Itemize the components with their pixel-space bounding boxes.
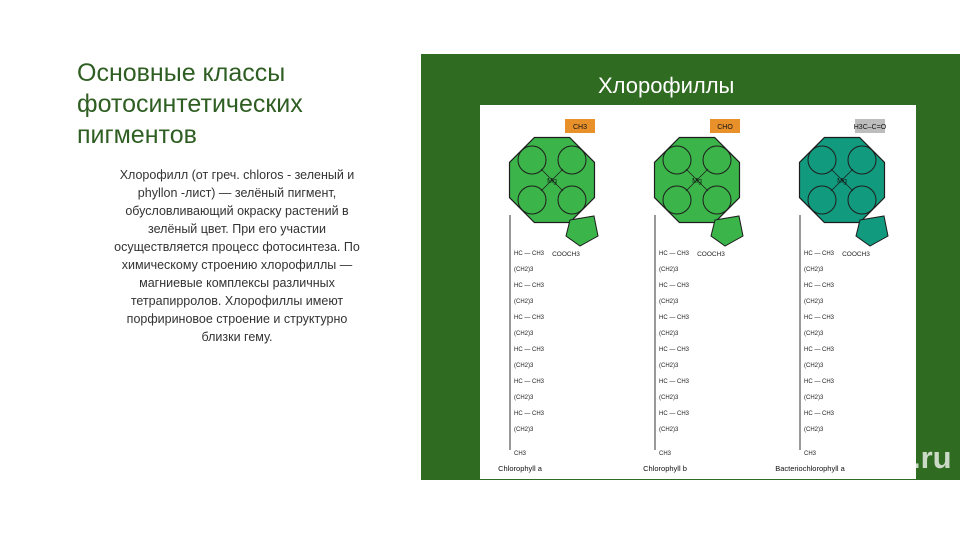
chain-group-label: HC — CH3 [804, 411, 835, 417]
molecule-caption: Chlorophyll a [498, 464, 542, 473]
chain-group-label: (CH2)3 [659, 331, 679, 337]
chain-group-label: HC — CH3 [659, 379, 690, 385]
chain-group-label: HC — CH3 [659, 347, 690, 353]
body-line: Хлорофилл (от греч. chloros - зеленый и [119, 168, 355, 182]
chain-group-label: (CH2)3 [514, 267, 534, 273]
body-line: phyllon -лист) — зелёный пигмент, [137, 186, 337, 200]
chain-group-label: (CH2)3 [804, 331, 824, 337]
ester-group-label: COOCH3 [842, 251, 870, 258]
chain-group-label: HC — CH3 [514, 347, 545, 353]
chain-group-label: (CH2)3 [804, 427, 824, 433]
chain-group-label: HC — CH3 [804, 379, 835, 385]
chain-terminal-label: CH3 [804, 451, 817, 457]
body-line: порфириновое строение и структурно [126, 312, 348, 326]
chain-group-label: HC — CH3 [659, 411, 690, 417]
chain-group-label: HC — CH3 [514, 251, 545, 257]
slide-title: Основные классы фотосинтетических пигментов [77, 59, 303, 149]
chain-group-label: HC — CH3 [659, 251, 690, 257]
chain-group-label: (CH2)3 [514, 363, 534, 369]
chain-group-label: (CH2)3 [659, 299, 679, 305]
chain-group-label: HC — CH3 [804, 315, 835, 321]
chain-group-label: (CH2)3 [659, 363, 679, 369]
body-line: магниевые комплексы различных [139, 276, 335, 290]
chain-group-label: HC — CH3 [514, 411, 545, 417]
chain-group-label: (CH2)3 [659, 427, 679, 433]
cyclopentanone-ring [566, 216, 598, 246]
ester-group-label: COOCH3 [552, 251, 580, 258]
chain-group-label: HC — CH3 [659, 283, 690, 289]
cyclopentanone-ring [711, 216, 743, 246]
body-line: близки гему. [201, 330, 273, 344]
variant-group-label: H3C–C=O [853, 124, 887, 131]
mg-atom-label: Mg [837, 178, 847, 185]
body-line: химическому строению хлорофиллы — [121, 258, 353, 272]
chain-group-label: (CH2)3 [514, 395, 534, 401]
chain-terminal-label: CH3 [659, 451, 672, 457]
cyclopentanone-ring [856, 216, 888, 246]
body-line: обусловливающий окраску растений в [125, 204, 349, 218]
chain-group-label: HC — CH3 [514, 283, 545, 289]
chain-group-label: HC — CH3 [514, 315, 545, 321]
chain-group-label: HC — CH3 [804, 347, 835, 353]
chain-group-label: HC — CH3 [804, 283, 835, 289]
variant-group-label: CH3 [572, 124, 588, 131]
ester-group-label: COOCH3 [697, 251, 725, 258]
molecule-caption: Bacteriochlorophyll a [775, 464, 845, 473]
chain-group-label: HC — CH3 [514, 379, 545, 385]
molecule-structures-svg [480, 105, 916, 479]
watermark-text: .ru [912, 440, 952, 475]
chain-group-label: (CH2)3 [514, 331, 534, 337]
chain-group-label: (CH2)3 [659, 395, 679, 401]
variant-group-label: CHO [717, 124, 733, 131]
chain-group-label: HC — CH3 [659, 315, 690, 321]
body-line: осуществляется процесс фотосинтеза. По [114, 240, 360, 254]
chain-group-label: (CH2)3 [804, 267, 824, 273]
molecule-caption: Chlorophyll b [643, 464, 687, 473]
body-line: тетрапирролов. Хлорофиллы имеют [130, 294, 344, 308]
mg-atom-label: Mg [692, 178, 702, 185]
chain-group-label: (CH2)3 [514, 427, 534, 433]
mg-atom-label: Mg [547, 178, 557, 185]
chain-group-label: HC — CH3 [804, 251, 835, 257]
body-line: зелёный цвет. При его участии [148, 222, 326, 236]
chain-group-label: (CH2)3 [804, 299, 824, 305]
chain-group-label: (CH2)3 [804, 363, 824, 369]
chain-group-label: (CH2)3 [804, 395, 824, 401]
slide-body-text [77, 166, 397, 346]
chlorophyll-structures-diagram [480, 105, 916, 479]
chain-group-label: (CH2)3 [659, 267, 679, 273]
panel-title: Хлорофиллы [598, 73, 735, 98]
chain-terminal-label: CH3 [514, 451, 527, 457]
chain-group-label: (CH2)3 [514, 299, 534, 305]
